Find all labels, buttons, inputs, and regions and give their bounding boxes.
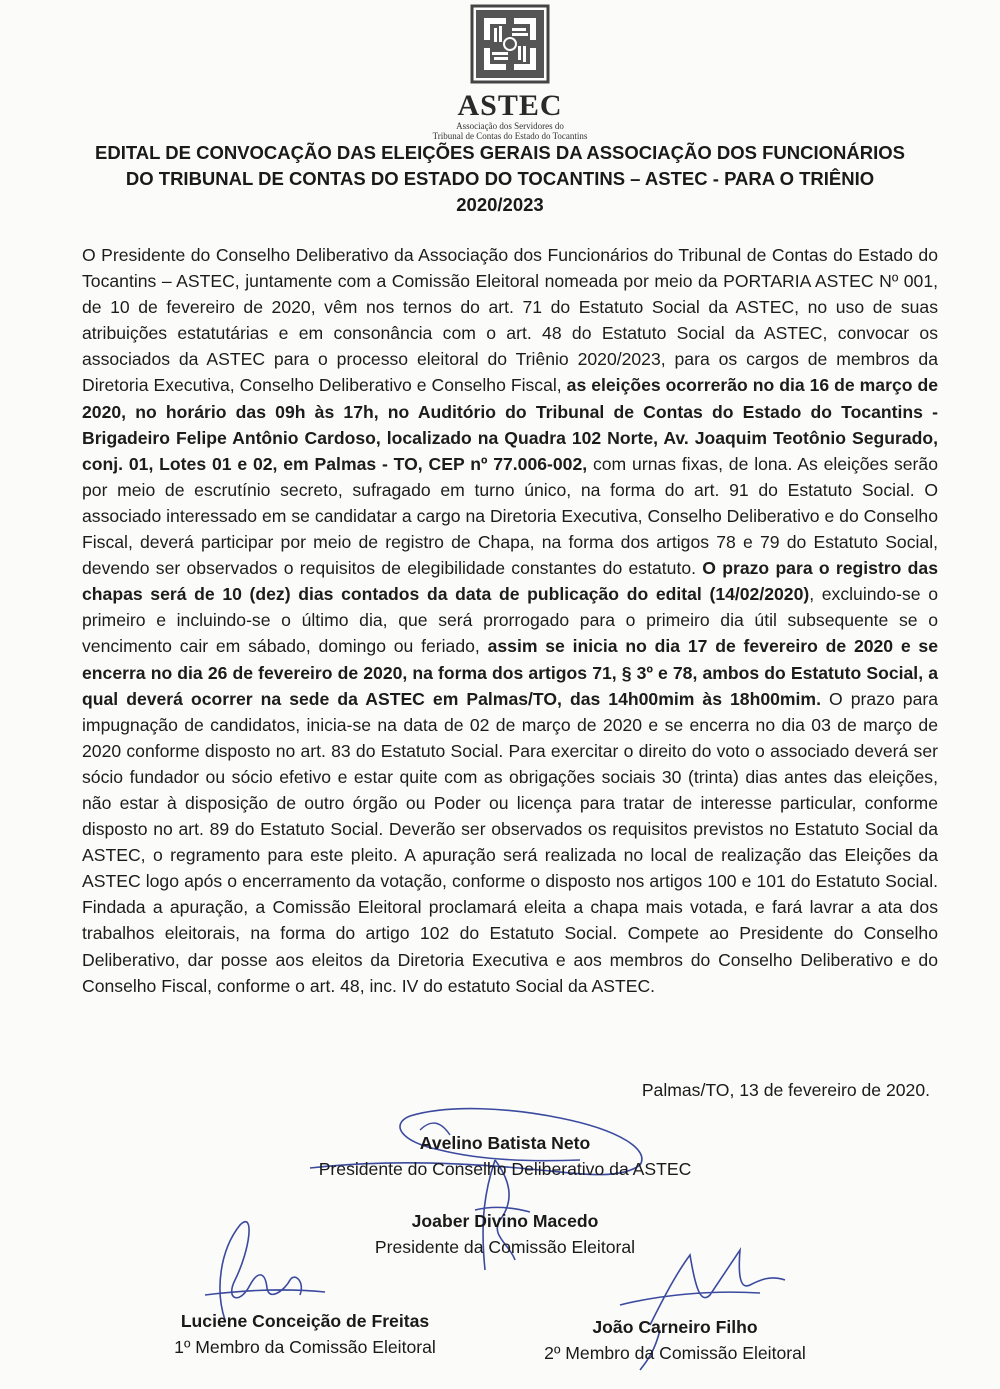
- signature-joaber: [340, 1208, 670, 1260]
- title-line-3: 2020/2023: [456, 194, 544, 215]
- signature-avelino: [300, 1130, 710, 1182]
- body-bold-1: as eleições ocorrerão no dia 16 de março de 2020, no horário das 09h às 17h, no Auditório do Tribunal de Contas do Estado do Tocantins - Brigadeiro Felipe Antônio Cardoso, localizado na Quadra 102 Norte, Av. Joaquim Teotônio Segurado, conj. 01, Lotes 01 e 02, em Palmas - TO, CEP nº 77.006-002,: [82, 375, 938, 474]
- logo-subtitle-line2: Tribunal de Contas do Estado do Tocantins: [432, 131, 588, 141]
- signatory-role: Presidente do Conselho Deliberativo da ASTEC: [318, 1159, 692, 1179]
- signatory-role: 2º Membro da Comissão Eleitoral: [544, 1343, 806, 1363]
- body-text-4: O prazo para impugnação de candidatos, inicia-se na data de 02 de março de 2020 e se encerra no dia 03 de março de 2020 conforme disposto no art. 83 do Estatuto Social. Para exercitar o direito do voto o associado deverá ser sócio fundador ou sócio efetivo e estar quite com as obrigações sociais 30 (trinta) dias antes das eleições, não estar à disposição de outro órgão ou Poder ou licença para tratar de interesse particular, conforme disposto no art. 89 do Estatuto Social. Deverão ser observados os requisitos previstos no Estatuto Social da ASTEC, o regramento para este pleito. A apuração será realizada no local de realização das Eleições da ASTEC logo após o encerramento da votação, conforme o disposto nos artigos 100 e 101 do Estatuto Social. Findada a apuração, a Comissão Eleitoral proclamará eleita a chapa mais votada, e fará lavrar a ata dos trabalhos eleitorais, na forma do artigo 102 do Estatuto Social. Compete ao Presidente do Conselho Deliberativo, dar posse aos eleitos da Diretoria Executiva e aos membros do Conselho Deliberativo e do Conselho Fiscal, conforme o art. 48, inc. IV do estatuto Social da ASTEC.: [82, 688, 938, 996]
- signatory-name: João Carneiro Filho: [592, 1317, 758, 1337]
- body-bold-3: assim se inicia no dia 17 de fevereiro de 2020 e se encerra no dia 26 de fevereiro de 2020, na forma dos artigos 71, § 3º e 78, ambos do Estatuto Social, a qual deverá ocorrer na sede da ASTEC em Palmas/TO, das 14h00mim às 18h00mim.: [82, 636, 939, 709]
- edital-body: [82, 242, 938, 999]
- logo-name: ASTEC: [457, 89, 563, 122]
- signature-luciene: [140, 1308, 470, 1360]
- signatory-role: Presidente da Comissão Eleitoral: [374, 1237, 636, 1257]
- astec-hands-emblem-icon: [470, 4, 550, 84]
- logo-subtitle-line1: Associação dos Servidores do: [456, 121, 564, 131]
- signatory-role: 1º Membro da Comissão Eleitoral: [174, 1337, 436, 1357]
- signatory-name: Joaber Divino Macedo: [411, 1211, 599, 1231]
- signatory-name: Avelino Batista Neto: [419, 1133, 591, 1153]
- document-title: [60, 140, 940, 218]
- body-text-1: O Presidente do Conselho Deliberativo da Associação dos Funcionários do Tribunal de Contas do Estado do Tocantins – ASTEC, juntamente com a Comissão Eleitoral nomeada por meio da PORTARIA ASTEC Nº 001, de 10 de fevereiro de 2020, vêm nos ternos do art. 71 do Estatuto Social da ASTEC, no uso de suas atribuições estatutárias e em consonância com o art. 48 do Estatuto Social da ASTEC, convocar os associados da ASTEC para o processo eleitoral do Triênio 2020/2023, para os cargos de membros da Diretoria Executiva, Conselho Deliberativo e Conselho Fiscal,: [82, 245, 938, 396]
- astec-logo: [400, 4, 620, 141]
- place-date: Palmas/TO, 13 de fevereiro de 2020.: [641, 1080, 930, 1100]
- title-line-1: EDITAL DE CONVOCAÇÃO DAS ELEIÇÕES GERAIS DA ASSOCIAÇÃO DOS FUNCIONÁRIOS: [95, 142, 905, 163]
- body-text-3: , excluindo-se o primeiro e incluindo-se o último dia, que será prorrogado para o primeiro dia útil subsequente se o vencimento cair em sábado, domingo ou feriado,: [82, 584, 938, 657]
- body-text-2: com urnas fixas, de lona. As eleições serão por meio de escrutínio secreto, sufragado em turno único, na forma do art. 91 do Estatuto Social. O associado interessado em se candidatar a cargo na Diretoria Executiva, Conselho Deliberativo e do Conselho Fiscal, deverá participar por meio de registro de Chapa, na forma dos artigos 78 e 79 do Estatuto Social, devendo ser observados o requisitos de elegibilidade constantes do estatuto.: [82, 453, 938, 579]
- title-line-2: DO TRIBUNAL DE CONTAS DO ESTADO DO TOCANTINS – ASTEC - PARA O TRIÊNIO: [125, 168, 875, 189]
- signature-joao: [515, 1314, 835, 1366]
- signatory-name: Luciene Conceição de Freitas: [180, 1311, 430, 1331]
- body-bold-2: O prazo para o registro das chapas será de 10 (dez) dias contados da data de publicação do edital (14/02/2020): [82, 558, 938, 605]
